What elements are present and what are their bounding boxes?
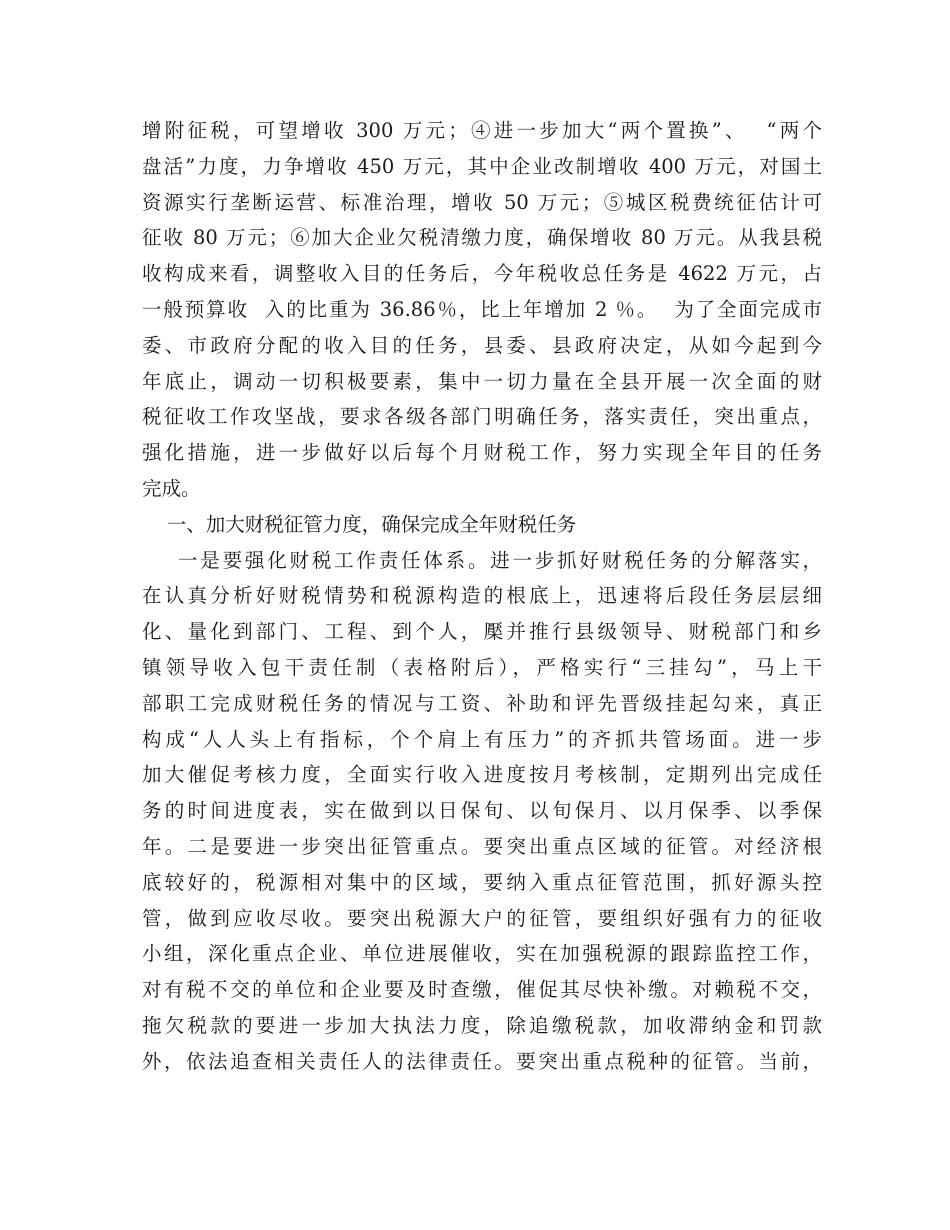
- section-heading: 一、加大财税征管力度，确保完成全年财税任务: [142, 512, 577, 536]
- text-line: 一般预算收 入的比重为 36.86％，比上年增加 2 ％。 为了全面完成市: [142, 297, 822, 321]
- text-line: 对有税不交的单位和企业要及时查缴，催促其尽快补缴。对赖税不交，: [142, 978, 822, 1002]
- text-line: 增附征税，可望增收 300 万元；④进一步加大“两个置换”、 “两个: [142, 119, 822, 142]
- text-line: 税征收工作攻坚战，要求各级各部门明确任务，落实责任，突出重点，: [142, 405, 822, 429]
- text-line: 在认真分析好财税情势和税源构造的根底上，迅速将后段任务层层细: [142, 584, 822, 608]
- text-line: 务的时间进度表，实在做到以日保旬、以旬保月、以月保季、以季保: [142, 799, 822, 823]
- text-line: 一是要强化财税工作责任体系。进一步抓好财税任务的分解落实，: [142, 548, 822, 572]
- text-line: 构成“人人头上有指标，个个肩上有压力”的齐抓共管场面。进一步: [142, 727, 822, 751]
- text-line: 完成。: [142, 476, 201, 500]
- text-line: 拖欠税款的要进一步加大执法力度，除追缴税款，加收滞纳金和罚款: [142, 1013, 822, 1037]
- text-line: 征收 80 万元；⑥加大企业欠税清缴力度，确保增收 80 万元。从我县税: [142, 226, 822, 250]
- text-line: 年。二是要进一步突出征管重点。要突出重点区域的征管。对经济根: [142, 834, 822, 858]
- text-line: 镇领导收入包干责任制（表格附后），严格实行“三挂勾”，马上干: [142, 655, 822, 679]
- text-line: 管，做到应收尽收。要突出税源大户的征管，要组织好强有力的征收: [142, 906, 822, 930]
- text-line: 盘活”力度，力争增收 450 万元，其中企业改制增收 400 万元，对国土: [142, 154, 822, 178]
- text-line: 底较好的，税源相对集中的区域，要纳入重点征管范围，抓好源头控: [142, 870, 822, 894]
- body-text: [142, 113, 822, 1080]
- text-line: 委、市政府分配的收入目的任务，县委、县政府决定，从如今起到今: [142, 333, 822, 357]
- text-line: 年底止，调动一切积极要素，集中一切力量在全县开展一次全面的财: [142, 369, 822, 393]
- text-line: 加大催促考核力度，全面实行收入进度按月考核制，定期列出完成任: [142, 763, 822, 787]
- text-line: 外，依法追查相关责任人的法律责任。要突出重点税种的征管。当前，: [142, 1049, 822, 1073]
- text-line: 化、量化到部门、工程、到个人，檿并推行县级领导、财税部门和乡: [142, 620, 822, 644]
- text-line: 强化措施，进一步做好以后每个月财税工作，努力实现全年目的任务: [142, 441, 822, 465]
- text-line: 小组，深化重点企业、单位进展催收，实在加强税源的跟踪监控工作，: [142, 942, 822, 966]
- text-line: 资源实行垄断运营、标准治理，增收 50 万元；⑤城区税费统征估计可: [142, 190, 822, 214]
- text-line: 部职工完成财税任务的情况与工资、补助和评先晋级挂起勾来，真正: [142, 691, 822, 715]
- text-line: 收构成来看，调整收入目的任务后，今年税收总任务是 4622 万元，占: [142, 262, 822, 286]
